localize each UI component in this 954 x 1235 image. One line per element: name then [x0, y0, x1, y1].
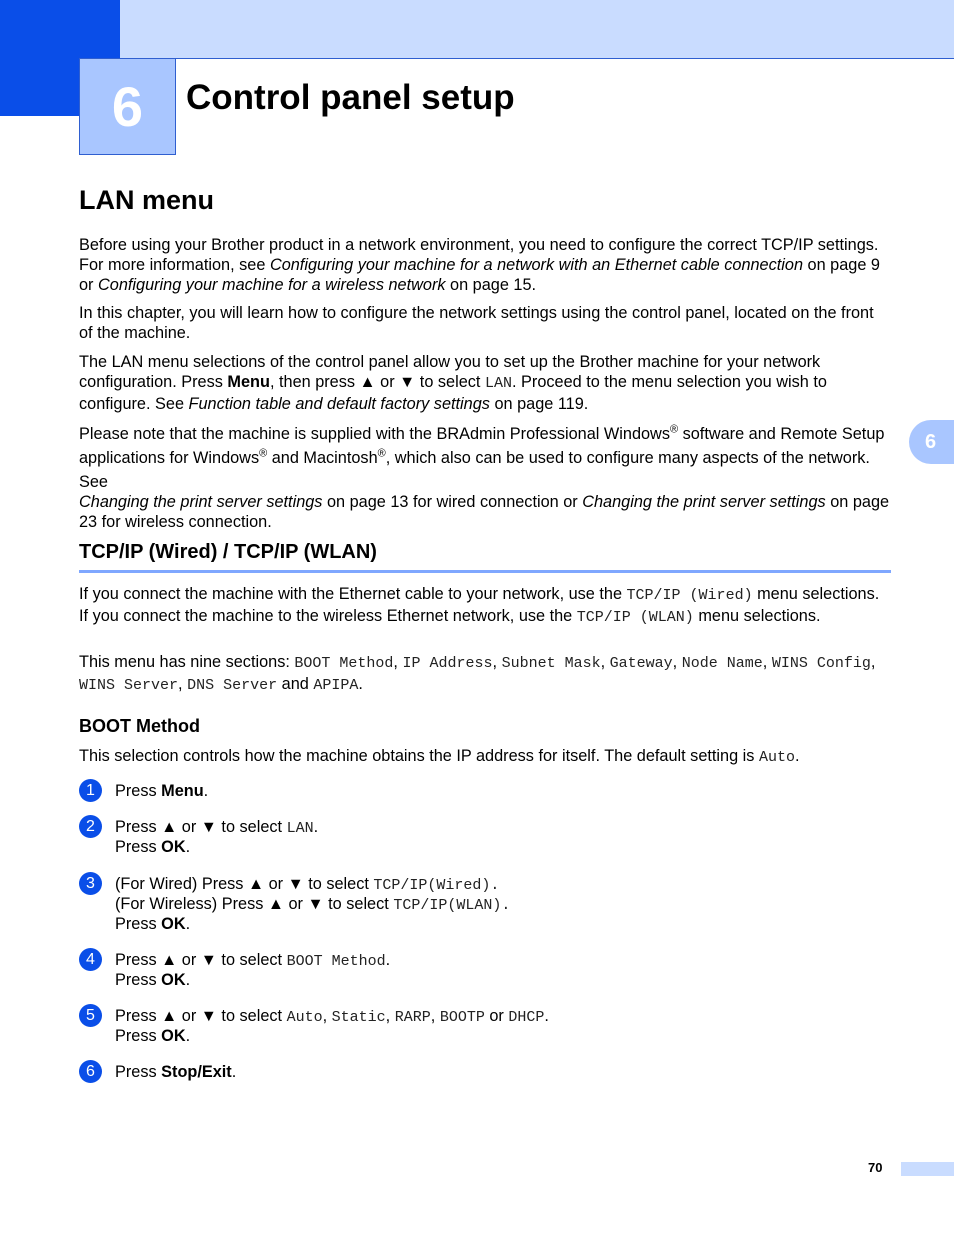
text: (For Wired) Press ▲ or ▼ to select — [115, 875, 374, 893]
text: on page 15. — [445, 276, 537, 294]
text: This selection controls how the machine obtains the IP address for itself. The default setting is — [79, 747, 759, 765]
lan-bradmin-paragraph — [79, 422, 891, 532]
text: . Proceed to the menu selection you wish to configure. See — [79, 373, 827, 413]
cross-reference-link[interactable]: Configuring your machine for a wireless network — [98, 276, 446, 294]
key-name: OK — [161, 1027, 186, 1045]
lcd-text: TCP/IP(WLAN). — [393, 897, 511, 914]
key-name: OK — [161, 838, 186, 856]
lcd-text: LAN — [484, 375, 512, 392]
key-name: Stop/Exit — [161, 1063, 232, 1081]
text: Press ▲ or ▼ to select — [115, 818, 287, 836]
registered-mark: ® — [377, 447, 386, 460]
menu-section-name: WINS Server — [79, 677, 179, 694]
text: Press ▲ or ▼ to select — [115, 951, 287, 969]
step-number-badge: 6 — [79, 1060, 102, 1083]
separator: , — [178, 675, 188, 693]
text: . — [385, 951, 391, 969]
lcd-text: Auto — [758, 749, 795, 766]
chapter-title: Control panel setup — [186, 78, 515, 117]
menu-section-name: WINS Config — [771, 655, 871, 672]
separator: , — [430, 1007, 440, 1025]
text: . — [185, 915, 191, 933]
side-tab-label: 6 — [925, 431, 937, 453]
header-band — [120, 0, 954, 59]
separator: , — [393, 653, 403, 671]
text: Press ▲ or ▼ to select — [115, 1007, 287, 1025]
cross-reference-link[interactable]: Changing the print server settings — [79, 493, 323, 511]
text: (For Wireless) Press ▲ or ▼ to select — [115, 895, 394, 913]
section-heading-lan-menu: LAN menu — [79, 185, 214, 215]
text: . — [185, 971, 191, 989]
lcd-text: BOOT Method — [286, 953, 386, 970]
cross-reference-link[interactable]: Configuring your machine for a network with an Ethernet cable connection — [269, 256, 803, 274]
text: menu selections. — [693, 607, 821, 625]
text: This menu has nine sections: — [79, 653, 295, 671]
subsection-heading-boot-method: BOOT Method — [79, 716, 200, 736]
lan-intro-paragraph — [79, 235, 891, 295]
text: . — [358, 675, 363, 693]
text: on page 23 for wireless connection. — [79, 493, 890, 531]
text: . — [544, 1007, 549, 1025]
step-number-badge: 1 — [79, 779, 102, 802]
separator: , — [600, 653, 610, 671]
text: . — [203, 782, 209, 800]
key-name: Menu — [161, 782, 204, 800]
lcd-text: BOOTP — [439, 1009, 485, 1026]
section-heading-tcpip: TCP/IP (Wired) / TCP/IP (WLAN) — [79, 541, 377, 563]
chapter-number-box — [79, 58, 176, 155]
text: , which also can be used to configure many aspects of the network. See — [79, 449, 870, 491]
text: Press — [115, 838, 162, 856]
step-number-badge: 3 — [79, 872, 102, 895]
text: or — [484, 1007, 509, 1025]
text: Please note that the machine is supplied with the BRAdmin Professional Windows — [79, 425, 670, 443]
tcpip-sections-paragraph — [79, 652, 891, 696]
separator: , — [672, 653, 682, 671]
text: and Macintosh — [267, 449, 378, 467]
lcd-text: Static — [331, 1009, 386, 1026]
text: Press — [115, 782, 162, 800]
menu-section-name: APIPA — [313, 677, 359, 694]
cross-reference-link[interactable]: Function table and default factory settings — [188, 395, 490, 413]
cross-reference-link[interactable]: Changing the print server settings — [582, 493, 826, 511]
footer-bar — [901, 1162, 954, 1176]
text: software and Remote Setup applications for Windows — [79, 425, 885, 467]
text: . — [185, 1027, 191, 1045]
registered-mark: ® — [669, 423, 679, 436]
text: . — [313, 818, 319, 836]
text: , then press ▲ or ▼ to select — [269, 373, 485, 391]
text: . — [231, 1063, 237, 1081]
lcd-text: LAN — [286, 820, 314, 837]
menu-section-name: IP Address — [402, 655, 493, 672]
menu-section-name: Subnet Mask — [501, 655, 601, 672]
separator: , — [762, 653, 772, 671]
lcd-text: TCP/IP (Wired) — [626, 587, 753, 604]
separator: , — [322, 1007, 332, 1025]
lcd-text: TCP/IP (WLAN) — [576, 609, 694, 626]
text: . — [794, 747, 800, 765]
text: menu selections. If you connect the machine to the wireless Ethernet network, use the — [79, 585, 880, 625]
chapter-side-tab[interactable] — [909, 420, 954, 464]
text: If you connect the machine with the Ethernet cable to your network, use the — [79, 585, 627, 603]
text: The LAN menu selections of the control panel allow you to set up the Brother machine for your network configuration. Press — [79, 353, 821, 391]
text: Press — [115, 1027, 162, 1045]
step-number-badge: 4 — [79, 948, 102, 971]
menu-section-name: Node Name — [681, 655, 763, 672]
separator: , — [492, 653, 502, 671]
text: on page 119. — [489, 395, 589, 413]
menu-key: Menu — [227, 373, 270, 391]
text: on page 9 or — [79, 256, 880, 294]
lan-selection-paragraph — [79, 352, 891, 414]
text: Press — [115, 1063, 162, 1081]
step-number-badge: 5 — [79, 1004, 102, 1027]
lcd-text: TCP/IP(Wired). — [373, 877, 500, 894]
boot-intro-paragraph — [79, 746, 891, 768]
key-name: OK — [161, 971, 186, 989]
registered-mark: ® — [259, 447, 268, 460]
page-number: 70 — [868, 1160, 883, 1175]
lcd-text: RARP — [394, 1009, 431, 1026]
step-number-badge: 2 — [79, 815, 102, 838]
menu-section-name: DNS Server — [187, 677, 278, 694]
chapter-number: 6 — [111, 75, 144, 138]
text: and — [277, 675, 314, 693]
separator: , — [870, 653, 876, 671]
key-name: OK — [161, 915, 186, 933]
menu-section-name: BOOT Method — [294, 655, 394, 672]
tcpip-intro-paragraph — [79, 584, 891, 628]
menu-section-name: Gateway — [609, 655, 673, 672]
text: Before using your Brother product in a network environment, you need to configure the correct TCP/IP settings. For more information, see — [79, 236, 879, 274]
lan-chapter-paragraph — [79, 303, 891, 343]
text: In this chapter, you will learn how to configure the network settings using the control panel, located on the front of the machine. — [79, 304, 874, 342]
lcd-text: DHCP — [508, 1009, 545, 1026]
text: on page 13 for wired connection or — [322, 493, 583, 511]
text: Press — [115, 971, 162, 989]
lcd-text: Auto — [286, 1009, 323, 1026]
separator: , — [385, 1007, 395, 1025]
text: Press — [115, 915, 162, 933]
heading-underline — [79, 570, 891, 573]
text: . — [185, 838, 191, 856]
